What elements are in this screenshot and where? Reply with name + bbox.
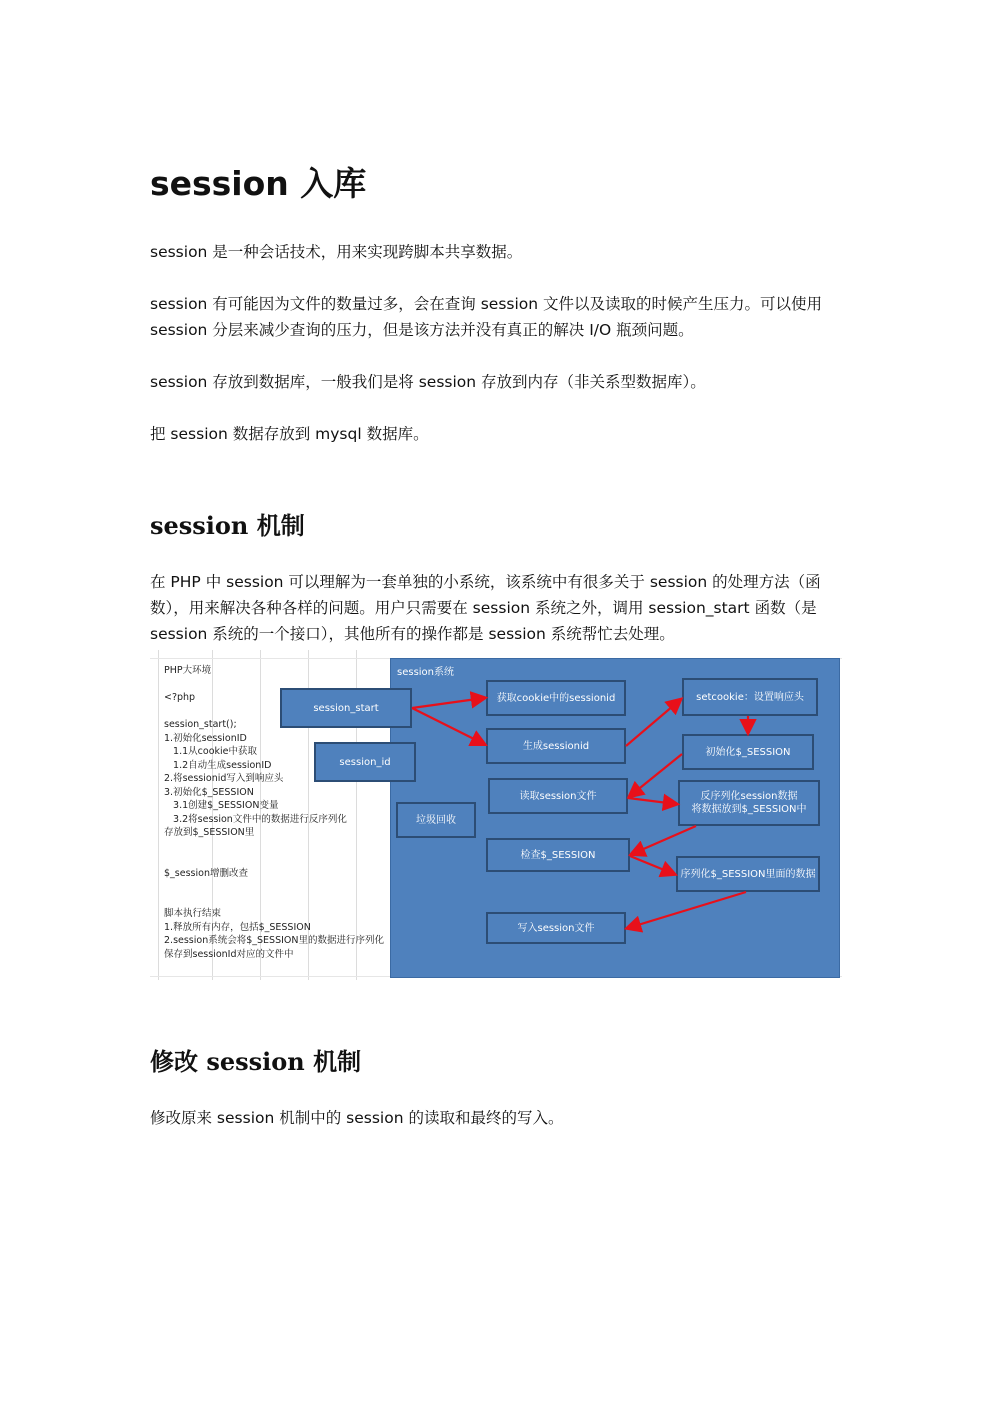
arrow-init-to-read: [630, 754, 682, 796]
arrow-start-to-cookie: [412, 698, 484, 708]
php-environment-notes: PHP大环境 <?php session_start(); 1.初始化sessionID 1.1从cookie中获取 1.2自动生成sessionID 2.将sessionid写入到响应头 3.初始化$_SESSION 3.1创建$_SESSION变量 3.2将session文件中的数据进行反序列化 存放到$_SESSION里 $_session增删改查 脚本执行结束 1.释放所有内存，包括$_SESSION 2.session系统会将$_SESSION里的数据进行序列化 保存到sessionId对应的文件中: [164, 665, 385, 960]
page-title: session 入库: [150, 164, 367, 203]
arrow-serialize-to-write: [628, 892, 746, 928]
paragraph-problem: session 有可能因为文件的数量过多，会在查询 session 文件以及读取的时候产生压力。可以使用 session 分层来减少查询的压力，但是该方法并没有真正的解决 I/O 瓶颈问题。: [150, 295, 823, 339]
generate-sessionid-box: 生成sessionid: [486, 728, 626, 764]
check-session-box: 检查$_SESSION: [486, 838, 630, 872]
arrow-generate-to-setcookie: [626, 700, 680, 746]
section-heading-modify: 修改 session 机制: [150, 1047, 362, 1076]
arrow-read-to-unserialize: [628, 798, 676, 804]
paragraph-modify: 修改原来 session 机制中的 session 的读取和最终的写入。: [150, 1109, 564, 1127]
session-id-box: session_id: [314, 742, 416, 782]
setcookie-header-box: setcookie：设置响应头: [682, 678, 818, 716]
read-session-file-box: 读取session文件: [488, 778, 628, 814]
init-session-box: 初始化$_SESSION: [682, 734, 814, 770]
paragraph-definition: session 是一种会话技术，用来实现跨脚本共享数据。: [150, 243, 523, 261]
unserialize-session-box: 反序列化session数据 将数据放到$_SESSION中: [678, 780, 820, 826]
section-heading-mechanism: session 机制: [150, 511, 305, 540]
paragraph-database: session 存放到数据库，一般我们是将 session 存放到内存（非关系型数据库）。: [150, 373, 706, 391]
get-cookie-sessionid-box: 获取cookie中的sessionid: [486, 680, 626, 716]
arrow-check-to-serialize: [630, 856, 674, 874]
serialize-session-box: 序列化$_SESSION里面的数据: [676, 856, 820, 892]
flow-arrows: [150, 650, 842, 980]
session-system-title: session系统: [397, 667, 455, 678]
write-session-file-box: 写入session文件: [486, 912, 626, 944]
session-start-box: session_start: [280, 688, 412, 728]
arrow-unserialize-to-check: [632, 826, 696, 854]
garbage-collection-box: 垃圾回收: [396, 802, 476, 838]
arrow-start-to-generate: [412, 708, 484, 744]
paragraph-mechanism: 在 PHP 中 session 可以理解为一套单独的小系统，该系统中有很多关于 session 的处理方法（函数），用来解决各种各样的问题。用户只需要在 session 系统之外，调用 session_start 函数（是 session 系统的一个接口），其他所有的操作都是 session 系统帮忙去处理。: [150, 573, 821, 643]
paragraph-mysql: 把 session 数据存放到 mysql 数据库。: [150, 425, 429, 443]
session-mechanism-diagram: [150, 650, 842, 980]
